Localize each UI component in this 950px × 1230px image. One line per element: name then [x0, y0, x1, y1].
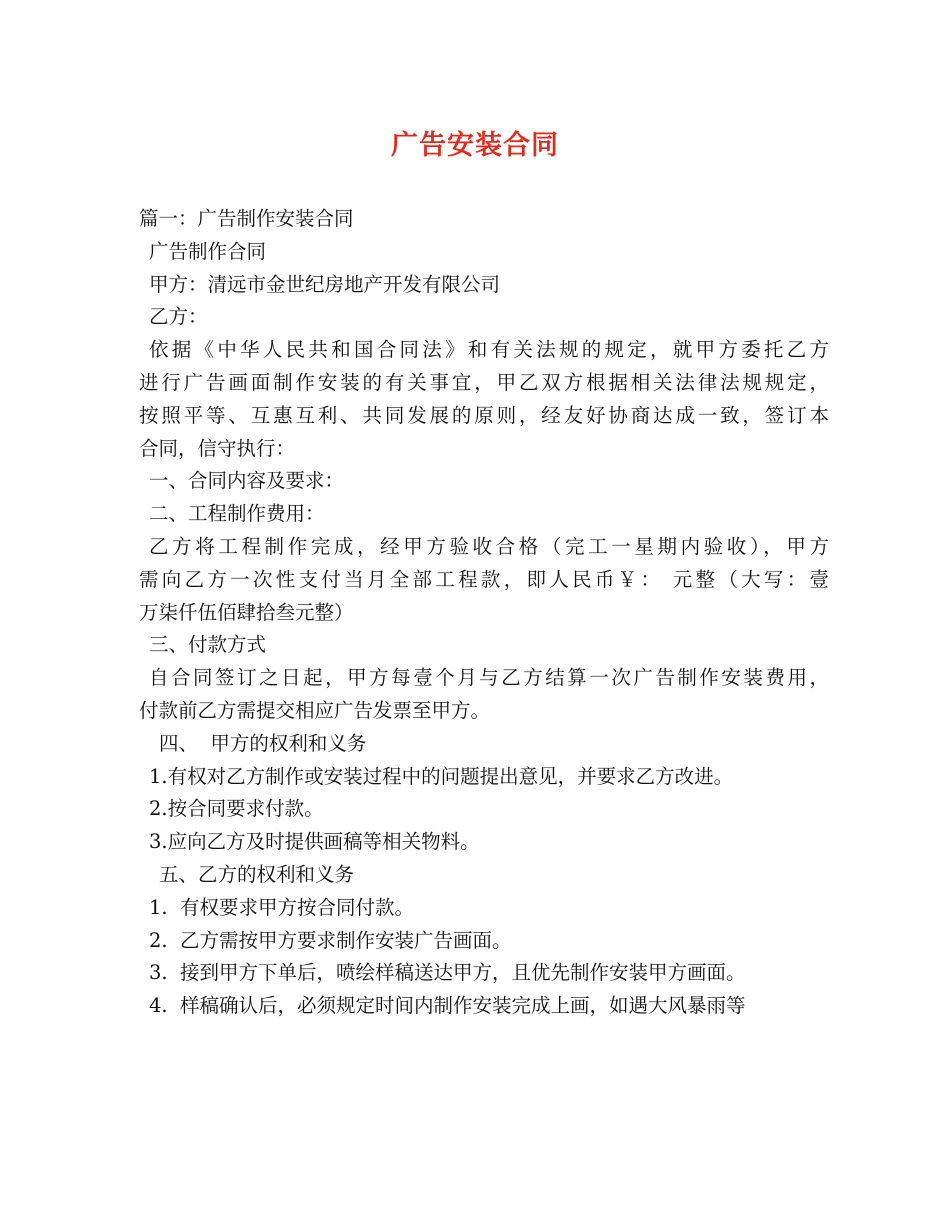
fee-paragraph-line-2: 需向乙方一次性支付当月全部工程款，即人民币￥： 元整（大写：壹: [139, 567, 829, 591]
payment-paragraph-line-2: 付款前乙方需提交相应广告发票至甲方。: [139, 698, 491, 722]
party-a-item-3: 3.应向乙方及时提供画稿等相关物料。: [149, 830, 480, 854]
fee-paragraph-line-3: 万柒仟伍佰肆拾叁元整）: [139, 600, 354, 624]
preamble-line-3: 按照平等、互惠互利、共同发展的原则，经友好协商达成一致，签订本: [139, 403, 829, 427]
document-body: [139, 203, 829, 1023]
preamble-line-1: 依据《中华人民共和国合同法》和有关法规的规定，就甲方委托乙方: [149, 338, 829, 362]
party-b-item-3: 3. 接到甲方下单后，喷绘样稿送达甲方，且优先制作安装甲方画面。: [149, 961, 746, 985]
contract-name: 广告制作合同: [149, 239, 267, 263]
clause-heading-2: 二、工程制作费用：: [149, 502, 325, 526]
party-b-item-1: 1. 有权要求甲方按合同付款。: [149, 895, 415, 919]
section-heading-part-one: 篇一：广告制作安装合同: [139, 207, 354, 230]
party-b: 乙方：: [149, 305, 208, 329]
clause-heading-4: 四、 甲方的权利和义务: [159, 731, 367, 755]
party-b-item-2: 2. 乙方需按甲方要求制作安装广告画面。: [149, 928, 512, 952]
fee-paragraph-line-1: 乙方将工程制作完成，经甲方验收合格（完工一星期内验收），甲方: [149, 534, 829, 558]
preamble-line-2: 进行广告画面制作安装的有关事宜，甲乙双方根据相关法律法规规定，: [139, 370, 829, 394]
party-b-item-4: 4. 样稿确认后，必须规定时间内制作安装完成上画，如遇大风暴雨等: [149, 994, 746, 1018]
clause-heading-5: 五、乙方的权利和义务: [159, 862, 355, 886]
clause-heading-3: 三、付款方式: [149, 633, 267, 657]
clause-heading-1: 一、合同内容及要求：: [149, 469, 345, 493]
party-a: 甲方：清远市金世纪房地产开发有限公司: [149, 272, 501, 296]
payment-paragraph-line-1: 自合同签订之日起，甲方每壹个月与乙方结算一次广告制作安装费用，: [149, 666, 829, 690]
document-title: 广告安装合同: [391, 130, 559, 161]
party-a-item-2: 2.按合同要求付款。: [149, 797, 324, 821]
party-a-item-1: 1.有权对乙方制作或安装过程中的问题提出意见，并要求乙方改进。: [149, 764, 734, 788]
preamble-line-4: 合同，信守执行：: [139, 436, 296, 460]
